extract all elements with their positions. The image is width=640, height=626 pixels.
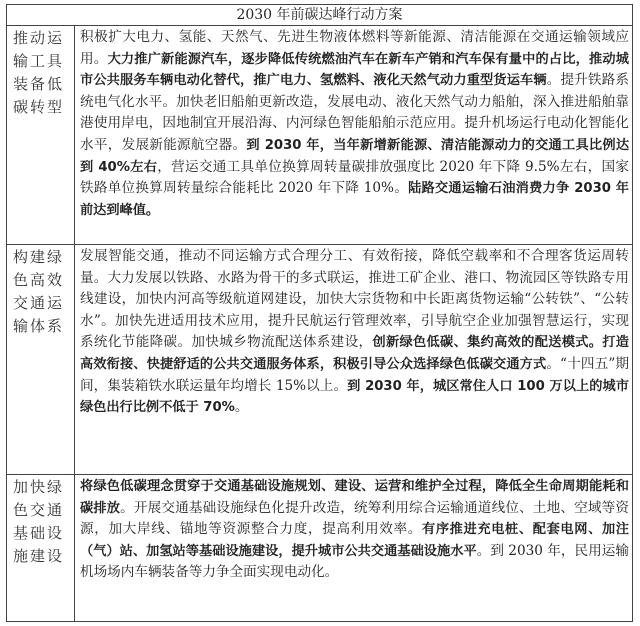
table-row	[7, 26, 633, 245]
table-row	[7, 475, 633, 622]
text-segment: 。“十四五”期间，集装箱铁水联运量年均增长 15%以上。	[80, 355, 629, 394]
bold-text-segment: 创新绿色低碳、集约高效的配送模式。打造高效衔接、快捷舒适的公共交通服务体系，积极引导公众选择绿色低碳交通方式	[80, 335, 629, 372]
title-row	[7, 5, 633, 26]
row-category: 加快绿色交通基础设施建设	[7, 475, 75, 622]
bold-text-segment: 到 2030 年，当年新增新能源、清洁能源动力的交通工具比例达到 40%左右	[80, 137, 630, 175]
bold-text-segment: 将绿色低碳理念贯穿于交通基础设施规划、建设、运营和维护全过程，降低全生命周期能耗和碳排放	[80, 479, 629, 516]
text-segment: ，营运交通工具单位换算周转量碳排放强度比 2020 年下降 9.5%左右，国家铁路单位换算周转量综合能耗比 2020 年下降 10%。	[80, 158, 629, 197]
text-segment: 。提升铁路系统电气化水平。加快老旧船舶更新改造，发展电动、液化天然气动力船舶，深入推进船舶靠港使用岸电，因地制宜开展沿海、内河绿色智能船舶示范应用。提升机场运行电动化智能化水平，发展新能源航空器。	[80, 72, 629, 153]
row-content	[75, 245, 633, 475]
row-content	[75, 475, 633, 622]
table-title: 2030 年前碳达峰行动方案	[7, 5, 633, 26]
table-row	[7, 245, 633, 475]
text-segment: 积极扩大电力、氢能、天然气、先进生物液体燃料等新能源、清洁能源在交通运输领域应用。	[80, 29, 629, 67]
row-category: 推动运输工具装备低碳转型	[7, 26, 75, 245]
text-segment: 。开展交通基础设施绿色化提升改造，统筹利用综合运输通道线位、土地、空域等资源，加大岸线、锚地等资源整合力度，提高利用效率。	[80, 499, 629, 538]
row-content	[75, 26, 633, 245]
bold-text-segment: 陆路交通运输石油消费力争 2030 年前达到峰值。	[80, 181, 629, 218]
bold-text-segment: 到 2030 年，城区常住人口 100 万以上的城市绿色出行比例不低于 70%	[80, 378, 629, 416]
row-category: 构建绿色高效交通运输体系	[7, 245, 75, 475]
bold-text-segment: 有序推进充电桩、配套电网、加注（气）站、加氢站等基础设施建设，提升城市公共交通基础设施水平	[80, 522, 629, 559]
text-segment: 。	[234, 399, 249, 416]
text-segment: 发展智能交通，推动不同运输方式合理分工、有效衔接，降低空载率和不合理客货运周转量。大力发展以铁路、水路为骨干的多式联运，推进工矿企业、港口、物流园区等铁路专用线建设，加快内河高等级航道网建设，加快大宗货物和中长距离货物运输“公转铁”、“公转水”。加快先进适用技术应用，提升民航运行管理效率，引导航空企业加强智慧运行，实现系统化节能降碳。加快城乡物流配送体系建设，	[80, 248, 629, 351]
action-plan-table	[6, 4, 633, 622]
text-segment: 。到 2030 年，民用运输机场场内车辆装备等力争全面实现电动化。	[80, 542, 629, 581]
bold-text-segment: 大力推广新能源汽车，逐步降低传统燃油汽车在新车产销和汽车保有量中的占比，推动城市公共服务车辆电动化替代，推广电力、氢燃料、液化天然气动力重型货运车辆	[80, 51, 629, 89]
